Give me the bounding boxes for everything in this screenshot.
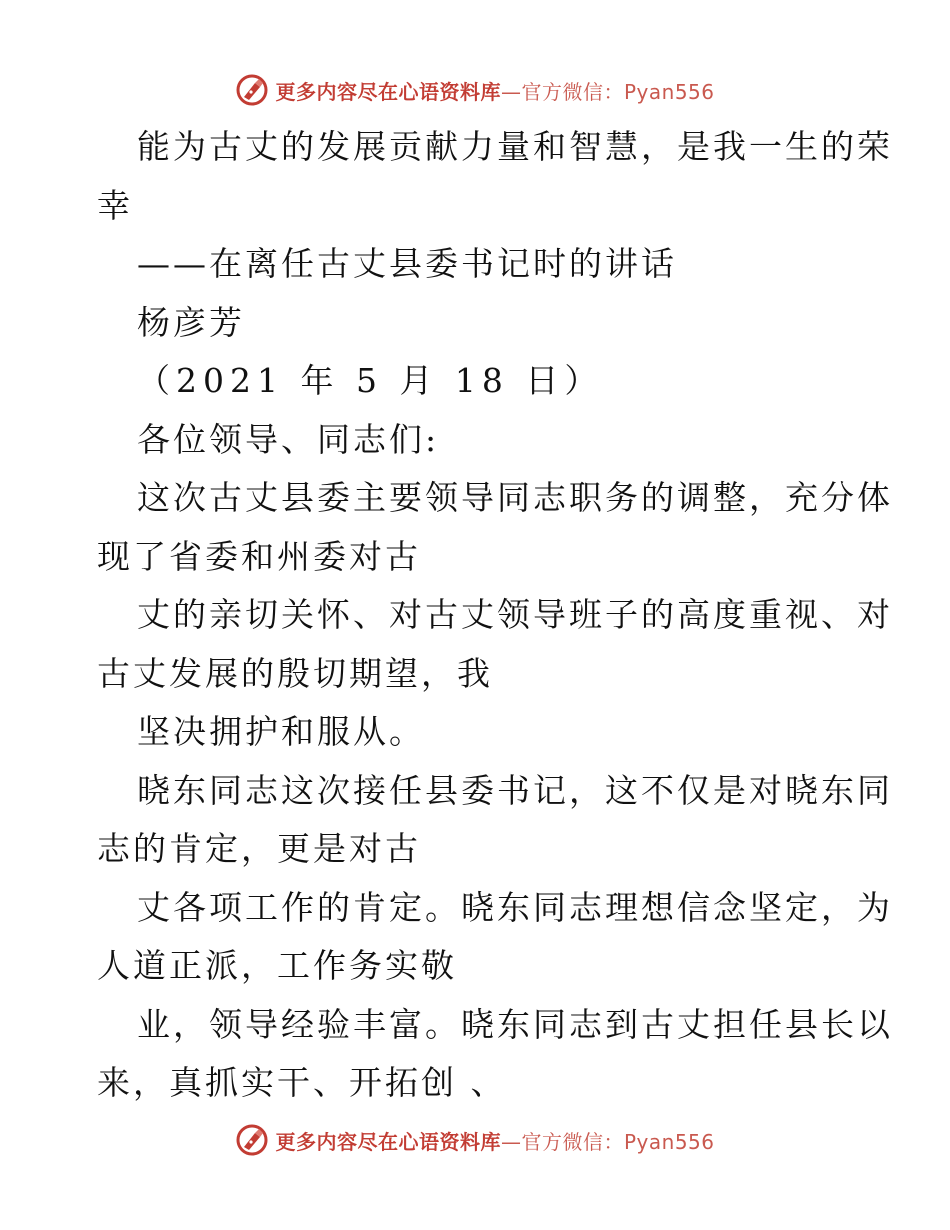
watermark-text (275, 1126, 714, 1155)
paragraph-line: 丈各项工作的肯定。晓东同志理想信念坚定，为 (137, 887, 893, 927)
paragraph-line: 这次古丈县委主要领导同志职务的调整，充分体 (137, 478, 893, 517)
paragraph-line: 现了省委和州委对古 (97, 536, 421, 576)
title-line-1: 能为古丈的发展贡献力量和智慧，是我一生的荣 (137, 127, 893, 166)
pen-nib-logo-icon (235, 73, 269, 107)
paragraph-line: 来，真抓实干、开拓创 、 (97, 1063, 507, 1102)
paragraph-line: 人道正派，工作务实敬 (97, 946, 457, 985)
pen-nib-logo-icon (235, 1123, 269, 1157)
watermark-wechat-id: Pyan556 (623, 1129, 715, 1154)
paragraph-line: 晓东同志这次接任县委书记，这不仅是对晓东同 (137, 770, 893, 810)
salutation: 各位领导、同志们: (137, 419, 440, 459)
paragraph-line: 古丈发展的殷切期望，我 (97, 653, 493, 693)
author: 杨彦芳 (137, 302, 245, 342)
subtitle: ——在离任古丈县委书记时的讲话 (137, 244, 677, 283)
watermark-header (0, 70, 950, 110)
title-line-2: 幸 (97, 185, 133, 225)
watermark-separator: — (500, 1129, 522, 1154)
paragraph-line: 业，领导经验丰富。晓东同志到古丈担任县长以 (137, 1004, 893, 1044)
watermark-main-text: 更多内容尽在心语资料库 (275, 1129, 501, 1154)
watermark-separator: — (500, 79, 522, 104)
watermark-wechat-id: Pyan556 (623, 79, 715, 104)
paragraph-line: 丈的亲切关怀、对古丈领导班子的高度重视、对 (137, 595, 893, 634)
watermark-official-label: 官方微信： (521, 1129, 624, 1154)
watermark-footer (0, 1120, 950, 1160)
document-body (97, 118, 893, 1113)
speech-date: （2021 年 5 月 18 日） (137, 361, 604, 400)
watermark-official-label: 官方微信： (521, 79, 624, 104)
watermark-main-text: 更多内容尽在心语资料库 (275, 79, 501, 104)
watermark-text (275, 76, 714, 105)
paragraph-line: 志的肯定，更是对古 (97, 829, 421, 868)
paragraph-line: 坚决拥护和服从。 (137, 712, 425, 751)
